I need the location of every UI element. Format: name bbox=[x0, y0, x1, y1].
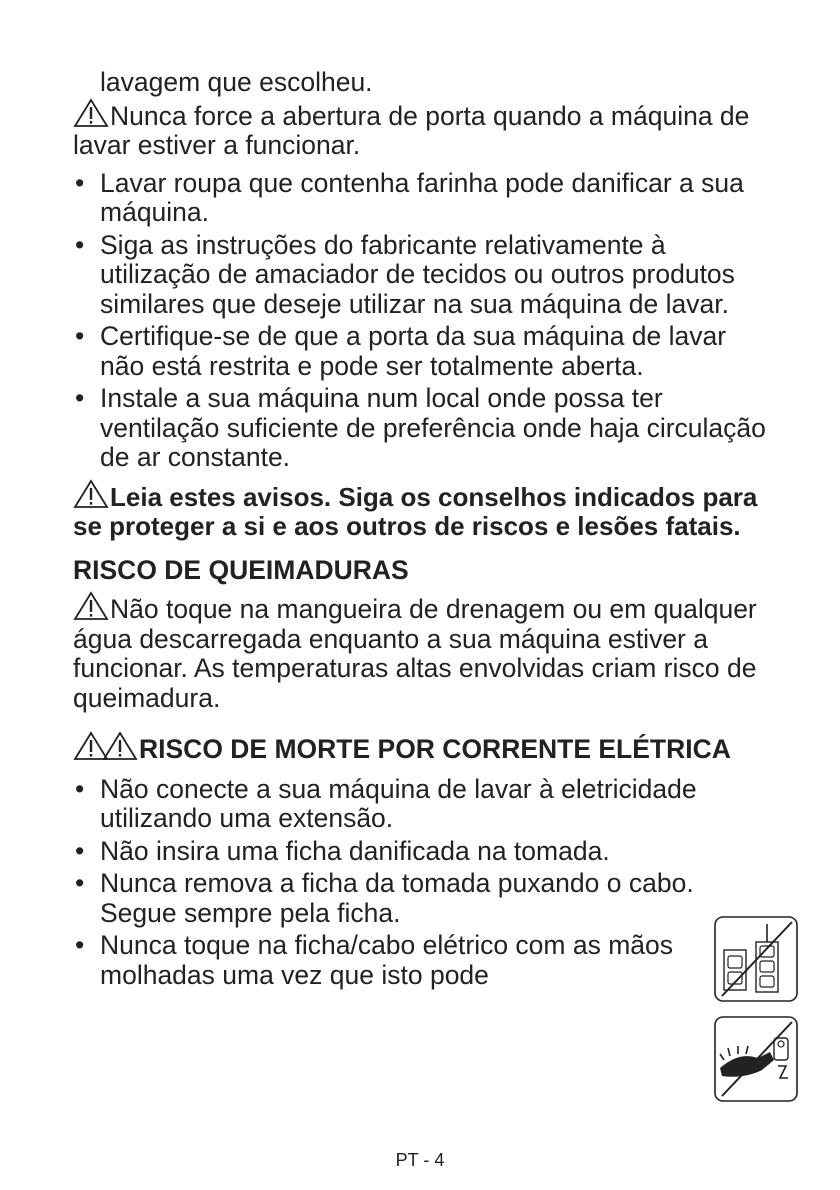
electric-risk-heading: RISCO DE MORTE POR CORRENTE ELÉTRICA bbox=[73, 731, 773, 765]
continuation-text: lavagem que escolheu. bbox=[100, 67, 373, 97]
list-item: • Nunca toque na ficha/cabo elétrico com as mãos molhadas uma vez que isto pode bbox=[75, 930, 674, 990]
burn-risk-text: Não toque na mangueira de drenagem ou em qualquer água descarregada enquanto a sua máquina estiver a funcionar. As temperaturas altas envolvidas criam risco de queimadura. bbox=[73, 591, 773, 713]
warning-triangle-icon bbox=[73, 591, 109, 621]
no-wet-hands-icon bbox=[714, 1016, 798, 1102]
no-power-strip-icon bbox=[714, 916, 798, 1002]
list-item: • Siga as instruções do fabricante relativamente à utilização de amaciador de tecidos ou outros produtos similares que deseje utilizar na sua máquina de lavar. bbox=[75, 229, 735, 319]
list-item: • Instale a sua máquina num local onde possa ter ventilação suficiente de preferência onde haja circulação de ar constante. bbox=[75, 383, 766, 472]
electric-bullets-section bbox=[73, 775, 773, 991]
manual-page bbox=[73, 68, 773, 993]
list-item: • Não conecte a sua máquina de lavar à eletricidade utilizando uma extensão. bbox=[75, 773, 697, 833]
bold-safety-warning: Leia estes avisos. Siga os conselhos indicados para se proteger a si e aos outros de riscos e lesões fatais. bbox=[73, 479, 773, 542]
warning-triangle-icon bbox=[102, 731, 138, 761]
general-bullet-list bbox=[73, 169, 773, 473]
warning-triangle-icon bbox=[73, 98, 109, 128]
list-item: • Nunca remova a ficha da tomada puxando o cabo. Segue sempre pela ficha. bbox=[75, 868, 694, 928]
list-item: • Não insira uma ficha danificada na tomada. bbox=[75, 835, 610, 866]
list-item: • Certifique-se de que a porta da sua máquina de lavar não está restrita e pode ser totalmente aberta. bbox=[75, 321, 727, 381]
list-item: • Lavar roupa que contenha farinha pode danificar a sua máquina. bbox=[75, 167, 744, 227]
door-warning-text: Nunca force a abertura de porta quando a máquina de lavar estiver a funcionar. bbox=[73, 100, 750, 160]
burn-risk-heading: RISCO DE QUEIMADURAS bbox=[73, 554, 409, 585]
electric-bullet-list bbox=[73, 775, 773, 991]
page-number: PT - 4 bbox=[395, 1150, 445, 1170]
warning-triangle-icon bbox=[73, 479, 109, 509]
door-warning bbox=[73, 98, 773, 161]
